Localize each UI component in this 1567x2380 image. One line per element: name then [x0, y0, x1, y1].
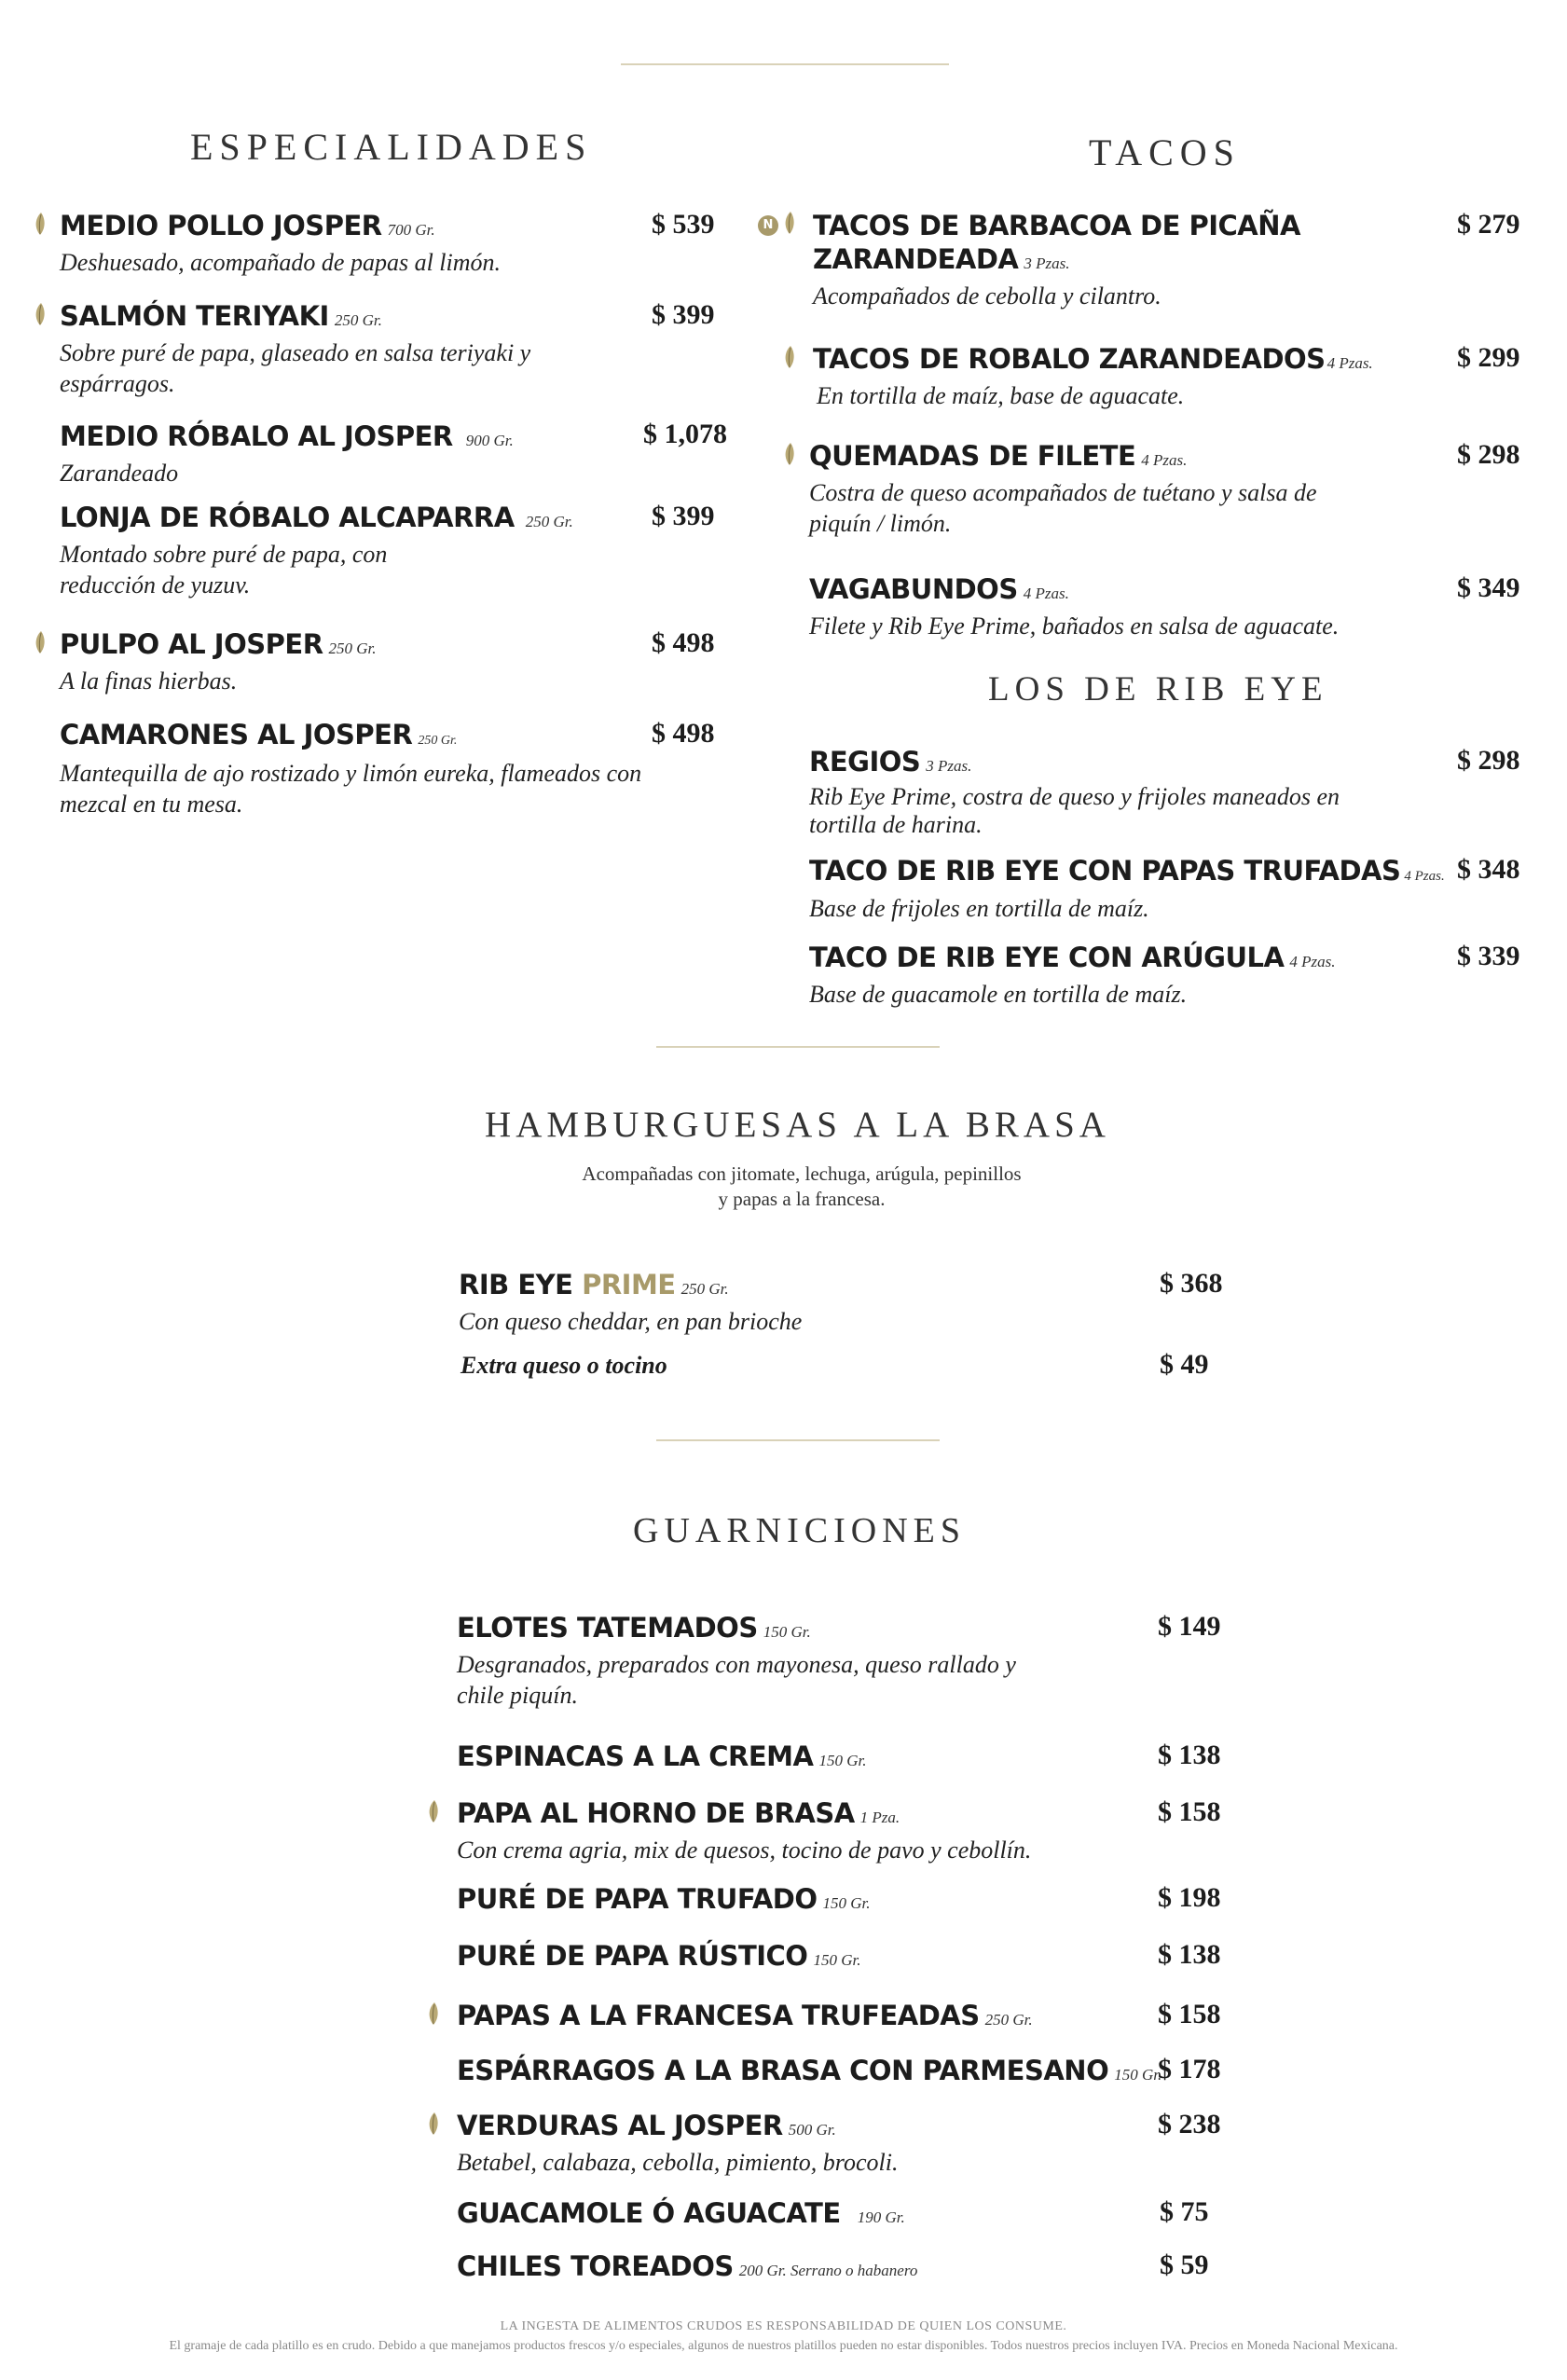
- item-price: $ 399: [652, 501, 715, 531]
- item-price: $ 138: [1158, 1740, 1221, 1770]
- divider-guarniciones: [656, 1439, 940, 1441]
- item-weight: 500 Gr.: [788, 2121, 836, 2139]
- menu-item: [809, 439, 1331, 539]
- item-name: REGIOS: [809, 746, 921, 777]
- leaf-icon: [783, 211, 796, 235]
- item-name: GUACAMOLE Ó AGUACATE: [457, 2197, 841, 2229]
- section-title-guarniciones: GUARNICIONES: [633, 1511, 966, 1550]
- item-description: En tortilla de maíz, base de aguacate.: [817, 382, 1185, 409]
- item-description: Sobre puré de papa, glaseado en salsa teriyaki y espárragos.: [60, 339, 531, 397]
- item-name: PULPO AL JOSPER: [60, 628, 323, 660]
- menu-item: [457, 1740, 866, 1778]
- section-title-tacos: TACOS: [1089, 131, 1241, 173]
- item-price: $ 178: [1158, 2054, 1221, 2084]
- item-price: $ 158: [1158, 1796, 1221, 1827]
- menu-item: [60, 420, 656, 488]
- item-description: Montado sobre puré de papa, con reducción de yuzuv.: [60, 541, 388, 598]
- item-weight: 4 Pzas.: [1023, 585, 1069, 602]
- item-price: $ 348: [1457, 854, 1520, 885]
- menu-item: [60, 501, 573, 600]
- item-name: PAPAS A LA FRANCESA TRUFEADAS: [457, 2000, 980, 2031]
- item-price: $ 279: [1457, 209, 1520, 240]
- item-name: MEDIO RÓBALO AL JOSPER: [60, 420, 453, 452]
- item-description: A la finas hierbas.: [60, 667, 238, 695]
- item-weight: 4 Pzas.: [1141, 451, 1188, 469]
- item-name: SALMÓN TERIYAKI: [60, 300, 329, 332]
- subtitle-line: Acompañadas con jitomate, lechuga, arúgula, pepinillos: [582, 1162, 1022, 1185]
- item-name: ESPÁRRAGOS A LA BRASA CON PARMESANO: [457, 2055, 1109, 2086]
- item-description: Rib Eye Prime, costra de queso y frijoles maneados en tortilla de harina.: [809, 783, 1340, 838]
- menu-item: [457, 1796, 1031, 1865]
- item-name: LONJA DE RÓBALO ALCAPARRA: [60, 502, 515, 533]
- footer-disclaimer: LA INGESTA DE ALIMENTOS CRUDOS ES RESPONSABILIDAD DE QUIEN LOS CONSUME.: [500, 2319, 1067, 2333]
- menu-item: [809, 745, 1368, 839]
- item-price: $ 539: [652, 209, 715, 240]
- item-weight: 250 Gr.: [525, 513, 573, 530]
- item-name: TACO DE RIB EYE CON PAPAS TRUFADAS: [809, 855, 1401, 887]
- item-price: $ 298: [1457, 745, 1520, 776]
- item-weight: 3 Pzas.: [1024, 255, 1070, 272]
- item-weight: 250 Gr.: [984, 2011, 1033, 2029]
- section-title-ribeye: LOS DE RIB EYE: [988, 670, 1328, 708]
- item-price: $ 399: [652, 299, 715, 330]
- item-price: $ 298: [1457, 439, 1520, 470]
- item-description: Filete y Rib Eye Prime, bañados en salsa de aguacate.: [809, 612, 1340, 640]
- new-badge-icon: N: [758, 215, 778, 236]
- item-price: $ 349: [1457, 572, 1520, 603]
- item-name: PAPA AL HORNO DE BRASA: [457, 1797, 855, 1829]
- item-price: $ 158: [1158, 1999, 1221, 2029]
- leaf-icon: [34, 630, 47, 654]
- leaf-icon: [427, 2002, 440, 2026]
- leaf-icon: [34, 212, 47, 236]
- item-weight: 150 Gr.: [1114, 2066, 1162, 2084]
- item-price: $ 198: [1158, 1882, 1221, 1913]
- subtitle-line: y papas a la francesa.: [718, 1188, 886, 1210]
- item-weight: 150 Gr.: [818, 1752, 867, 1769]
- item-name: ELOTES TATEMADOS: [457, 1612, 758, 1644]
- item-name: TACOS DE BARBACOA DE PICAÑA ZARANDEADA: [813, 210, 1300, 275]
- menu-item: [809, 854, 1445, 924]
- item-price: $ 339: [1457, 941, 1520, 971]
- menu-item: [809, 941, 1336, 1010]
- item-weight: 250 Gr.: [334, 311, 382, 329]
- leaf-icon: [783, 442, 796, 466]
- item-price: $ 368: [1160, 1268, 1223, 1299]
- divider-hamburguesas: [656, 1046, 940, 1048]
- item-weight: 1 Pza.: [859, 1809, 900, 1826]
- item-description: Con queso cheddar, en pan brioche: [459, 1308, 803, 1335]
- item-name: RIB EYE: [459, 1269, 573, 1300]
- item-name-highlight: PRIME: [582, 1269, 676, 1300]
- item-price: $ 149: [1158, 1611, 1221, 1642]
- menu-item: [457, 1939, 860, 1977]
- item-weight: 250 Gr.: [418, 734, 458, 748]
- item-weight: 190 Gr.: [857, 2208, 905, 2226]
- section-title-especialidades: ESPECIALIDADES: [190, 126, 593, 168]
- item-price: $ 299: [1457, 342, 1520, 373]
- item-weight: 4 Pzas.: [1404, 869, 1445, 884]
- item-weight: 150 Gr.: [822, 1894, 871, 1912]
- menu-item: [60, 299, 582, 399]
- item-name: VERDURAS AL JOSPER: [457, 2110, 783, 2141]
- menu-item: [813, 209, 1335, 311]
- item-description: Zarandeado: [60, 460, 179, 487]
- item-weight: 4 Pzas.: [1289, 953, 1336, 970]
- divider-top: [621, 63, 949, 65]
- item-price: $ 59: [1160, 2249, 1209, 2280]
- item-weight: 900 Gr.: [465, 432, 514, 449]
- item-description: Base de guacamole en tortilla de maíz.: [809, 981, 1188, 1008]
- menu-item: [60, 718, 656, 819]
- item-description: Deshuesado, acompañado de papas al limón.: [60, 249, 502, 276]
- item-price: $ 498: [652, 627, 715, 658]
- menu-item: [457, 2109, 898, 2178]
- menu-item: [457, 1999, 1033, 2037]
- item-weight: 3 Pzas.: [926, 757, 972, 775]
- item-name: VAGABUNDOS: [809, 573, 1018, 605]
- section-title-hamburguesas: HAMBURGUESAS A LA BRASA: [485, 1105, 1110, 1145]
- item-price: $ 138: [1158, 1939, 1221, 1970]
- menu-item: [459, 1268, 802, 1337]
- item-name: CAMARONES AL JOSPER: [60, 719, 413, 750]
- item-price: $ 75: [1160, 2196, 1209, 2227]
- section-subtitle: [447, 1162, 1156, 1212]
- item-name: ESPINACAS A LA CREMA: [457, 1740, 814, 1772]
- item-description: Acompañados de cebolla y cilantro.: [813, 282, 1162, 310]
- menu-item: [457, 2054, 1162, 2092]
- leaf-icon: [34, 302, 47, 326]
- item-name: QUEMADAS DE FILETE: [809, 440, 1136, 472]
- item-description: Costra de queso acompañados de tuétano y salsa de piquín / limón.: [809, 479, 1317, 537]
- item-weight: 4 Pzas.: [1326, 354, 1373, 372]
- extra-price: $ 49: [1160, 1349, 1209, 1380]
- menu-item: [457, 1611, 1044, 1711]
- item-weight: 200 Gr. Serrano o habanero: [738, 2262, 918, 2279]
- menu-item: [809, 572, 1339, 641]
- item-name: PURÉ DE PAPA RÚSTICO: [457, 1940, 808, 1972]
- footer-note: El gramaje de cada platillo es en crudo. Debido a que manejamos productos frescos y/o especiales, algunos de nuestros platillos pueden no estar disponibles. Todos nuestros precios incluyen IVA. Precios en Moneda Nacional Mexicana.: [169, 2339, 1398, 2353]
- item-weight: 250 Gr.: [328, 640, 377, 657]
- item-weight: 150 Gr.: [813, 1951, 861, 1969]
- item-description: Base de frijoles en tortilla de maíz.: [809, 895, 1149, 922]
- menu-item: [457, 2249, 917, 2288]
- item-description: Desgranados, preparados con mayonesa, queso rallado y chile piquín.: [457, 1651, 1016, 1709]
- item-price: $ 498: [652, 718, 715, 749]
- item-description: Mantequilla de ajo rostizado y limón eureka, flameados con mezcal en tu mesa.: [60, 760, 642, 818]
- item-name: MEDIO POLLO JOSPER: [60, 210, 382, 241]
- item-name: CHILES TOREADOS: [457, 2250, 734, 2282]
- item-weight: 700 Gr.: [387, 221, 435, 239]
- item-price: $ 1,078: [643, 419, 727, 449]
- item-name: TACO DE RIB EYE CON ARÚGULA: [809, 942, 1285, 973]
- leaf-icon: [427, 1799, 440, 1823]
- item-price: $ 238: [1158, 2109, 1221, 2139]
- item-weight: 150 Gr.: [763, 1623, 811, 1641]
- item-name: PURÉ DE PAPA TRUFADO: [457, 1883, 818, 1915]
- menu-item: [457, 1882, 871, 1920]
- extra-label: Extra queso o tocino: [460, 1352, 667, 1379]
- item-description: Con crema agria, mix de quesos, tocino de pavo y cebollín.: [457, 1837, 1032, 1864]
- menu-item: [457, 2196, 905, 2235]
- item-description: Betabel, calabaza, cebolla, pimiento, brocoli.: [457, 2149, 899, 2176]
- item-weight: 250 Gr.: [680, 1280, 729, 1298]
- item-name: TACOS DE ROBALO ZARANDEADOS: [813, 343, 1326, 375]
- menu-item: [813, 342, 1373, 411]
- leaf-icon: [427, 2112, 440, 2136]
- menu-item: [60, 627, 656, 696]
- leaf-icon: [783, 345, 796, 369]
- menu-item: [60, 209, 656, 278]
